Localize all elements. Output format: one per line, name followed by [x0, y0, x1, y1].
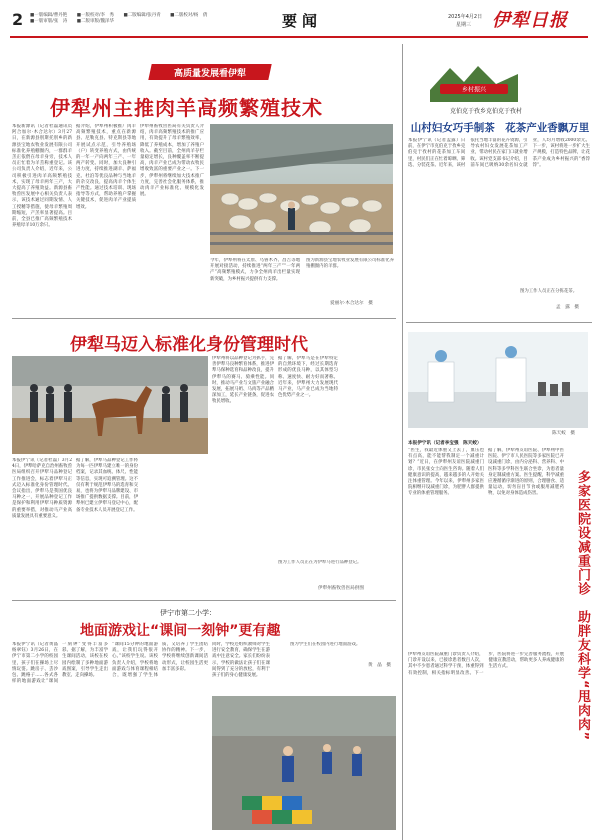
masthead-logo: 伊犁日报: [492, 10, 568, 31]
article3-caption: 图为学生们在校园内进行地面游戏。: [290, 642, 361, 647]
article3-title: 地面游戏让“课间一刻钟”更有趣: [80, 623, 281, 639]
article1-photo-sheep: [210, 124, 393, 254]
divider: [406, 322, 592, 323]
sheep-pen-photo: [210, 124, 393, 254]
article1-photo-credit: 爱丽尔·木合达尔 摄: [330, 301, 373, 306]
divider: [12, 318, 396, 319]
article2-title: 伊犁马迈入标准化身份管理时代: [70, 335, 308, 355]
article2-col1: 本报伊宁讯（记者杜磊）3月24日，伊犁哈萨克自治州畜牧兽医局组织召开伊犁马品种登记工作推进会，标志着伊犁马正式迈入标准化身份管理时代。会议指出，伊犁马是我国优良马种之一，开展品种登记工作是保护和利用伊犁马种质资源的重要举措，对推动马产业高质量发展具有重要意义。: [12, 458, 72, 519]
svg-text:乡村振兴: 乡村振兴: [461, 86, 487, 94]
sidebar-top-kicker: 克伯克于孜乡克伯克于孜村: [450, 108, 523, 115]
sidebar-mid-photo-lab: [408, 332, 588, 428]
sidebar-top-title: 山村妇女巧手制茶 花茶产业香飘万里: [410, 122, 590, 134]
editor-item: ■二版编辑/张丹青: [123, 13, 161, 18]
editor-list: [30, 13, 260, 25]
article3-col3: 同时，学校还组织教师对学生进行安全教育，确保学生在游戏中注意安全。家长们纷纷表示，学校的做法让孩子们在课间得到了充分的放松，有利于孩子们的身心健康发展。: [212, 642, 270, 679]
header-rule: [10, 36, 588, 38]
article2-col2: 据了解，伊犁马品种登记工作将为每一匹伊犁马建立唯一的身份档案，记录其血统、体尺、性能等信息，实现可追溯管理。这不仅有利于规范伊犁马的选育和交易，也将为伊犁马品牌建设、市场推广提供数据支撑。目前，伊犁州已建立伊犁马登记中心，配备专业技术人员开展登记工作。: [76, 458, 138, 513]
article3-photo-credit: 黄 晶 摄: [368, 663, 391, 668]
article1-col2: 据介绍，伊犁州积极推广肉羊高频繁殖技术，重点在新源县、尼勒克县、特克斯县等地开展试点示范，引导养殖场（户）转变养殖方式，由传统的一年一产向两年三产、一年两产转变。同时，加大良种引进力度，持续推进湖羊、萨福克、杜泊等优良品种与当地羊的杂交改良，提高肉羊个体生产性能。通过技术培训、现场指导等方式，帮助养殖户掌握关键技术，促进肉羊产业提质增效。: [76, 124, 136, 210]
sidebar-top-photo-credit: 孟 露 摄: [556, 305, 579, 310]
section-title: 要闻: [282, 12, 323, 30]
article1-col3: 伊犁州畜牧兽医局有关负责人介绍，肉羊高频繁殖技术的推广应用，有效提升了母羊繁殖效率，降低了养殖成本，增加了养殖户收入。截至目前，全州肉羊存栏量稳定增长，良种覆盖率不断提高，肉羊产业已成为带动农牧民增收致富的重要产业之一。下一步，伊犁州将继续加大技术推广力度，完善社会化服务体系，推动肉羊产业标准化、规模化发展。: [140, 124, 204, 198]
mountain-village-icon: [430, 60, 518, 102]
article3-photo-playground: [212, 696, 396, 830]
school-playground-photo: [212, 696, 396, 830]
horse-registration-photo: [12, 356, 208, 454]
article2-photo-credit: 伊犁州畜牧兽医局供图: [318, 586, 364, 591]
editor-item: ■二版审版/魏泽华: [76, 19, 114, 24]
article1-col1: 本报新源讯（记者杜磊通讯员阿合加尔·木合达尔）3月27日，在新源县别斯托别乡的新源县宝地农牧业发展有限公司标准化养殖棚圈内，一群群羊羔正依偎在母羊身旁，技术人员正忙着为羊羔称重登记。该公司负责人介绍，近年来，公司积极引进肉羊高频繁殖技术，实现了母羊两年三产，大大提高了养殖效益。新源县畜牧兽医发展中心相关负责人表示，该技术通过同期发情、人工授精等措施，使母羊繁殖周期缩短，产羔率显著提高。目前，全县已推广高频繁殖技术养殖母羊10万余只。: [12, 124, 72, 229]
column-banner-label: 高质量发展看伊犁: [173, 69, 246, 79]
sidebar-mid-col2: 据了解，伊犁州友谊医院、伊犁州中医医院、伊宁市人民医院等多家医院已开设减重门诊，由内分泌科、营养科、中医科等多学科医生联合坐诊，为患者量身定制减重方案。医生提醒，科学减重应遵循循序渐进的原则，合理膳食、适量运动，切勿盲目节食或服用减肥药物，以免对身体造成伤害。: [488, 448, 564, 497]
page-header: [0, 0, 598, 42]
article1-title: 伊犁州主推肉羊高频繁殖技术: [50, 96, 323, 120]
sidebar-mid-photo-credit: 陈天蛟 摄: [552, 431, 575, 436]
sidebar-top-caption: 图为工作人员正在分拣花茶。: [520, 289, 578, 294]
article2-caption: 图为工作人员正在为伊犁马进行品种登记。: [278, 560, 362, 565]
sidebar-mid-headline: 多家医院设减重门诊 助胖友科学“甩肉肉”: [575, 470, 590, 742]
article2-col4: 据了解，伊犁马是在伊犁特定的自然环境下，经过长期选育形成的优良马种，以其体型匀称、速度快、耐力好而著称。近年来，伊犁州大力发展现代马产业，马产业已成为当地特色优势产业之一。: [278, 356, 338, 399]
article1-col4: 今年，伊犁州将在太原、乌鲁木齐、昌吉等地开展对接活动，持续推进“两年三产”“一年两产”高频繁殖模式，力争全州肉羊出栏量实现新突破，为乡村振兴提供有力支撑。: [210, 258, 300, 282]
sidebar-mid-byline: 本报伊宁讯（记者李宝强 陈天蛟）: [408, 441, 482, 446]
editor-item: ■一版校对/李 秀: [76, 13, 114, 18]
divider: [12, 600, 396, 601]
page-number: 2: [12, 10, 24, 29]
editor-item: ■一版审版/张 涛: [30, 19, 68, 24]
article1-caption: 图为新源县宝地农牧业发展有限公司标准化养殖棚圈内的羊群。: [306, 258, 394, 270]
article3-col2: “课间15分钟的地面游戏，让我们玩得很开心。”该校学生说。该校负责人介绍，学校将地面游戏与体育课程相结合，既增强了学生体质，又培养了学生团结协作的精神。下一步，学校将继续创新课间活动形式，让校园生活更加丰富多彩。: [112, 642, 208, 679]
village-logo: [430, 60, 518, 102]
editor-item: ■二版校对/杨 倩: [170, 13, 208, 18]
article2-col3: 伊犁州将以品种登记为抓手，完善伊犁马良种繁育体系，推进伊犁马保种选育和品种改良，提升伊犁马的赛马、骑乘性能。同时，推动马产业与文旅产业融合发展，拓展马奶、马肉等产品精深加工，延长产业链条，促进农牧民增收。: [212, 356, 274, 405]
sidebar-mid-col1: “医生，我最近体重又上去了，血压也有点高，能不能帮我制定一个减重计划？”近日，在伊犁州友谊医院减重门诊，市民张女士向医生咨询。随着人们健康意识的提高，越来越多的人开始关注体重管理。今年以来，伊犁州多家医院相继开设减重门诊，为肥胖人群提供专业的体重管理服务。: [408, 448, 484, 497]
article3-kicker: 伊宁市第二小学：: [160, 609, 216, 617]
sidebar-mid-col3: 伊犁州友谊医院减重门诊负责人介绍，门诊开设以来，已接诊患者数百人次，其中不少患者通过科学干预，体重得到有效控制，相关指标明显改善。下一步，医院将进一步完善服务流程，开展健康宣教活动，帮助更多人养成健康的生活方式。: [408, 652, 564, 676]
article3-col1: 本报伊宁讯（记者黄晶 杨翠钰）3月26日，在伊宁市第二小学的校园里，孩子们在操场上尽情玩耍。跳房子、丢沙包、跳格子……各式各样的地面游戏让“课间一刻钟”变得丰富多彩。据了解，为丰富学生课间活动，该校在校园内绘制了多种地面游戏图案，引导学生走出教室、走向操场。: [12, 642, 108, 685]
issue-weekday: 星期三: [456, 22, 472, 28]
hospital-lab-photo: [408, 332, 588, 428]
editor-item: ■一版编辑/曹丹艳: [30, 13, 68, 18]
issue-date: 2025年4月2日: [448, 14, 483, 20]
sidebar-top-body-text: 本报伊宁讯（记者孟露）日前，在伊宁市克伯克于孜乡克伯克于孜村的花茶加工车间里，村民们正在忙着晾晒、筛选、分装花茶。近年来，该村依托当地丰富的花卉资源，引导农村妇女发展花茶加工产业，带动村民在家门口就业增收。该村党支部书记介绍，目前车间已吸纳30余名妇女就业，人均月增收2000余元。下一步，该村将进一步扩大生产规模，打造特色品牌，让花茶产业成为乡村振兴的“香饽饽”。: [408, 138, 590, 168]
divider: [402, 44, 403, 840]
article2-photo-horse: [12, 356, 208, 454]
